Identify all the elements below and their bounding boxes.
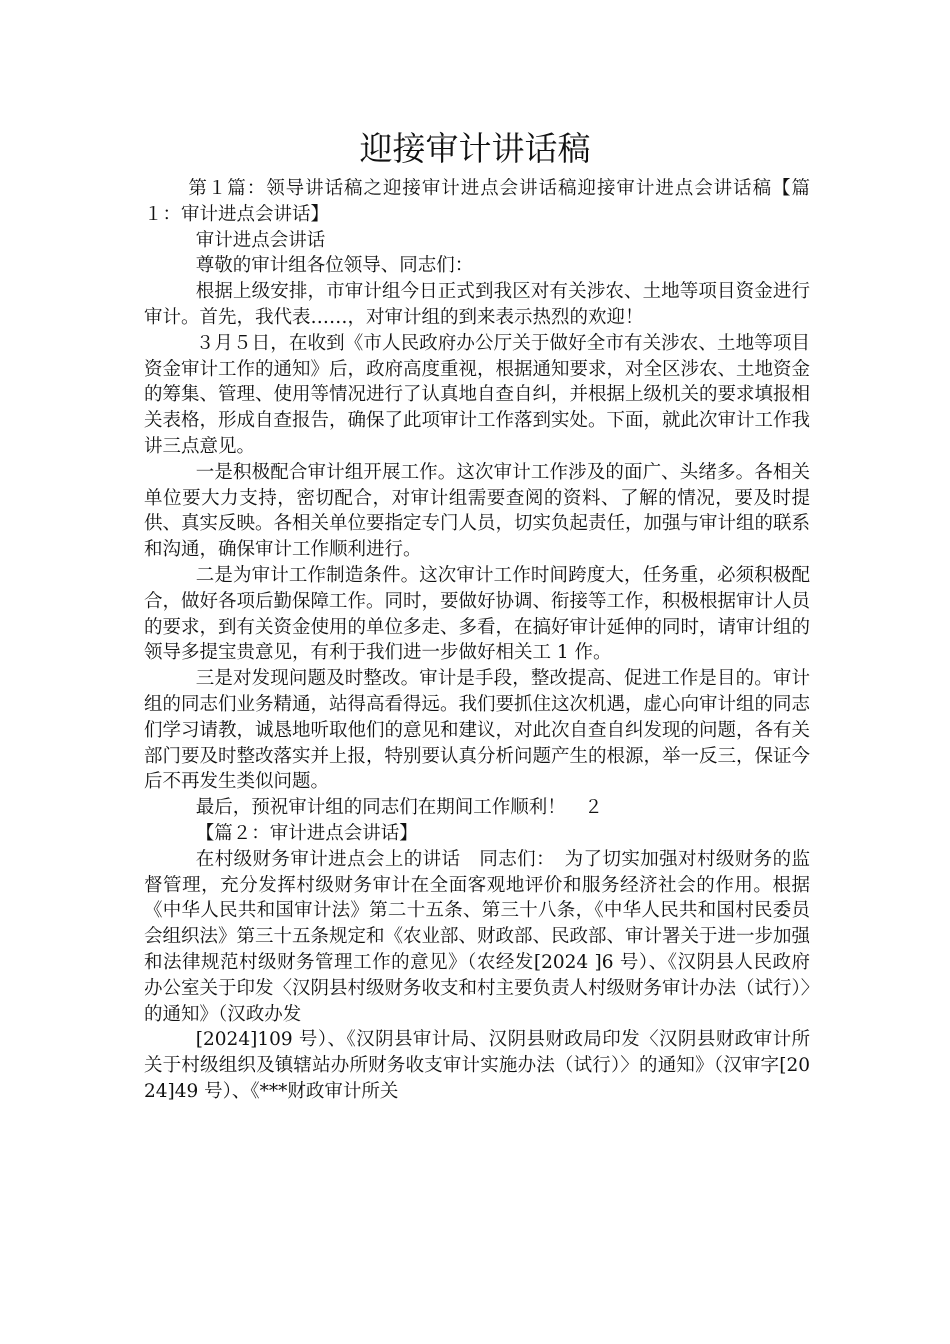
paragraph-1: 第１篇：领导讲话稿之迎接审计进点会讲话稿迎接审计进点会讲话稿【篇１：审计进点会讲话】 <box>144 178 810 225</box>
document-body <box>144 176 810 1105</box>
paragraph-7: 二是为审计工作制造条件。这次审计工作时间跨度大，任务重，必须积极配合，做好各项后勤保障工作。同时，要做好协调、衔接等工作，积极根据审计人员的要求，到有关资金使用的单位多走、多看，在搞好审计延伸的同时，请审计组的领导多提宝贵意见，有利于我们进一步做好相关工 1 作。 <box>144 564 811 664</box>
paragraph-8: 三是对发现问题及时整改。审计是手段，整改提高、促进工作是目的。审计组的同志们业务精通，站得高看得远。我们要抓住这次机遇，虚心向审计组的同志们学习请教，诚恳地听取他们的意见和建议，对此次自查自纠发现的问题，各有关部门要及时整改落实并上报，特别要认真分析问题产生的根源，举一反三，保证今后不再发生类似问题。 <box>144 668 811 793</box>
paragraph-3: 尊敬的审计组各位领导、同志们： <box>195 255 474 277</box>
document-title: 迎接审计讲话稿 <box>359 129 591 168</box>
paragraph-9: 最后，预祝审计组的同志们在期间工作顺利！ ２ <box>195 797 603 819</box>
paragraph-6: 一是积极配合审计组开展工作。这次审计工作涉及的面广、头绪多。各相关单位要大力支持，密切配合，对审计组需要查阅的资料、了解的情况，要及时提供、真实反映。各相关单位要指定专门人员，切实负起责任，加强与审计组的联系和沟通，确保审计工作顺利进行。 <box>144 461 811 561</box>
paragraph-10: 【篇２：审计进点会讲话】 <box>195 822 418 844</box>
paragraph-4: 根据上级安排，市审计组今日正式到我区对有关涉农、土地等项目资金进行审计。首先，我代表……，对审计组的到来表示热烈的欢迎！ <box>144 281 810 328</box>
paragraph-11: 在村级财务审计进点会上的讲话 同志们： 为了切实加强对村级财务的监督管理，充分发挥村级财务审计在全面客观地评价和服务经济社会的作用。根据《中华人民共和国审计法》第二十五条、第三十八条，《中华人民共和国村民委员会组织法》第三十五条规定和《农业部、财政部、民政部、审计署关于进一步加强和法律规范村级财务管理工作的意见》（农经发[2024 ]6 号）、《汉阴县人民政府办公室关于印发〈汉阴县村级财务收支和村主要负责人村级财务审计办法（试行）〉的通知》（汉政办发 <box>144 848 811 1025</box>
paragraph-12: [2024]109 号）、《汉阴县审计局、汉阴县财政局印发〈汉阴县财政审计所关于村级组织及镇辖站办所财务收支审计实施办法（试行）〉的通知》（汉审字[2024]49 号）、《***财政审计所关 <box>144 1029 810 1102</box>
paragraph-2: 审计进点会讲话 <box>195 229 326 251</box>
paragraph-5: ３月５日，在收到《市人民政府办公厅关于做好全市有关涉农、土地等项目资金审计工作的通知》后，政府高度重视，根据通知要求，对全区涉农、土地资金的筹集、管理、使用等情况进行了认真地自查自纠，并根据上级机关的要求填报相关表格，形成自查报告，确保了此项审计工作落到实处。下面，就此次审计工作我讲三点意见。 <box>144 332 811 457</box>
